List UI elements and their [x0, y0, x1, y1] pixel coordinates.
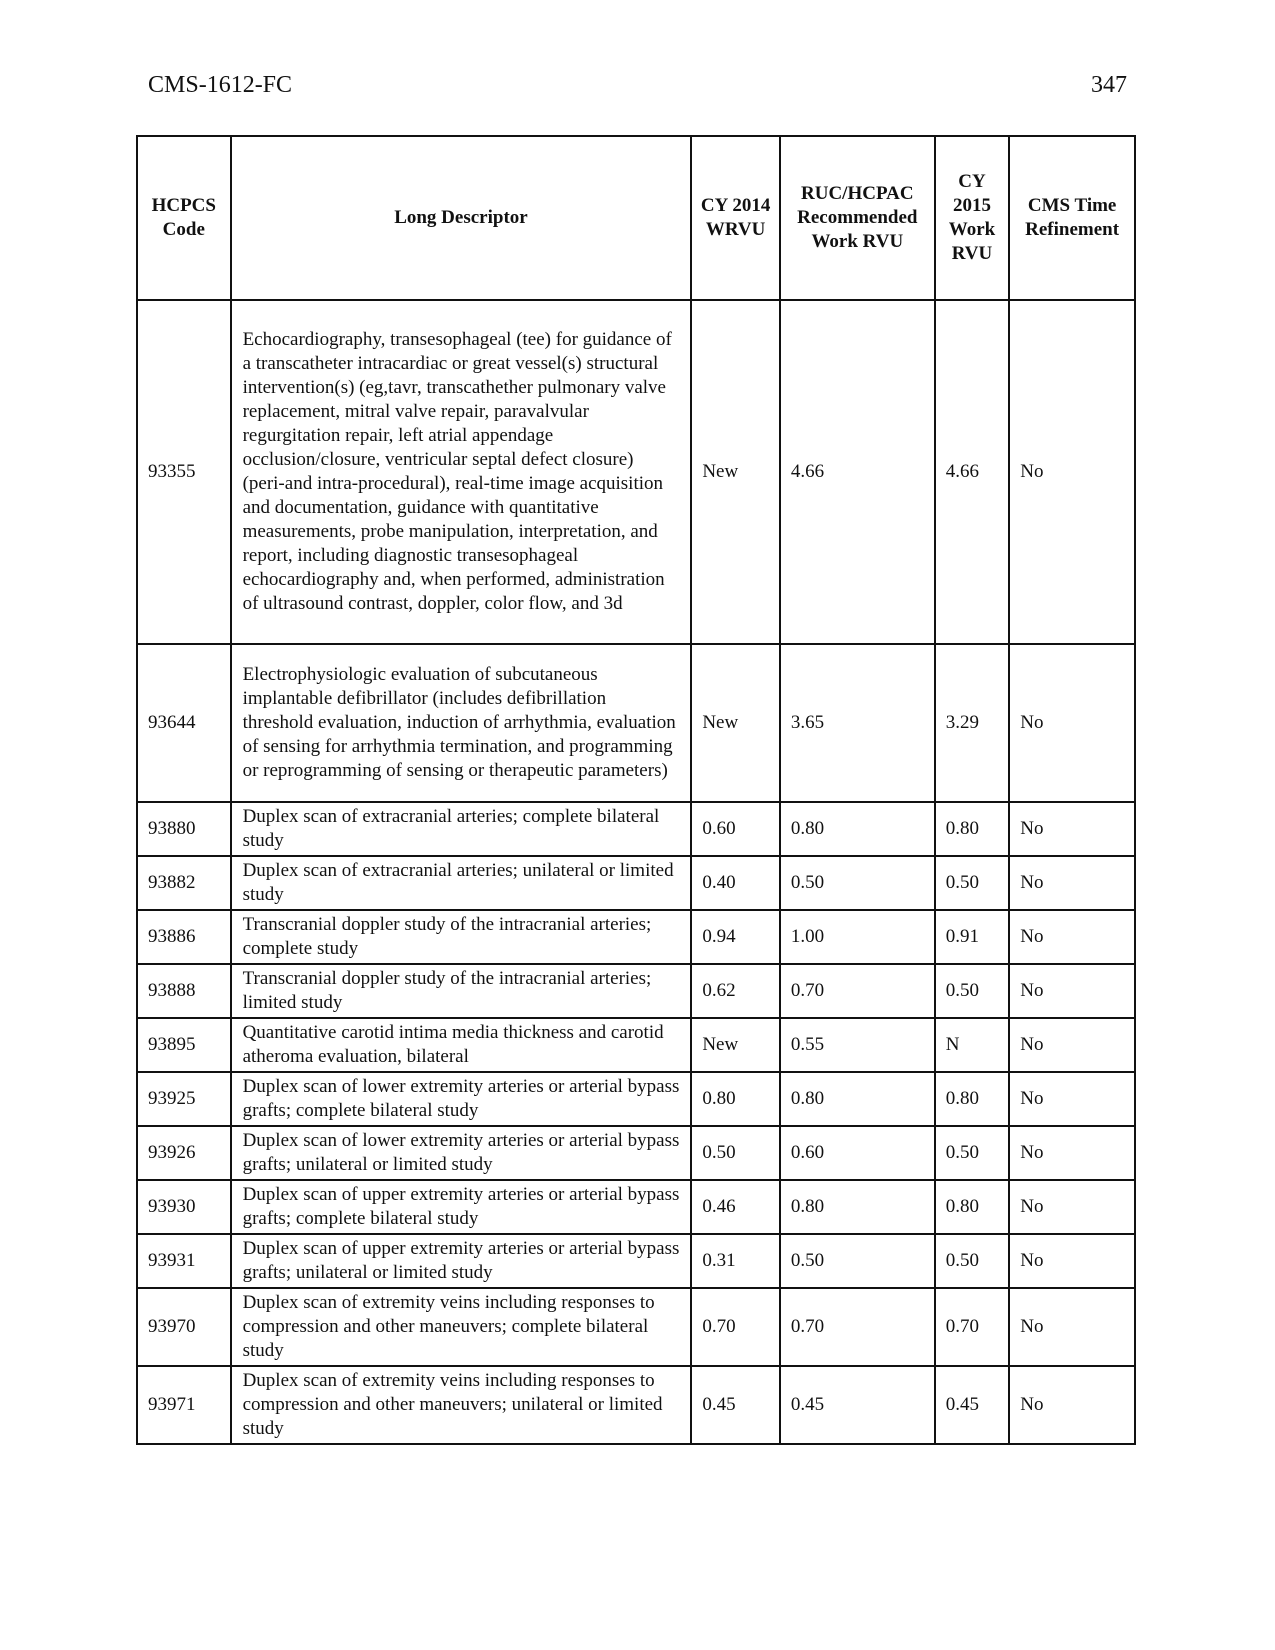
ruc-recommended-cell: 0.70 — [780, 1288, 935, 1366]
table-row — [137, 1072, 1135, 1126]
cy2015-work-rvu-cell: 0.50 — [935, 1126, 1009, 1180]
hcpcs-code-cell: 93925 — [137, 1072, 231, 1126]
ruc-recommended-cell: 0.50 — [780, 1234, 935, 1288]
long-descriptor-cell: Electrophysiologic evaluation of subcutaneous implantable defibrillator (includes defibrillation threshold evaluation, induction of arrhythmia, evaluation of sensing for arrhythmia termination, and programming or reprogramming of sensing or therapeutic parameters) — [231, 644, 692, 802]
cms-time-refinement-cell: No — [1009, 1288, 1135, 1366]
cy2014-wrvu-cell: 0.62 — [691, 964, 780, 1018]
hcpcs-code-cell: 93970 — [137, 1288, 231, 1366]
table-row — [137, 644, 1135, 802]
cy2014-wrvu-cell: 0.94 — [691, 910, 780, 964]
long-descriptor-cell: Transcranial doppler study of the intracranial arteries; complete study — [231, 910, 692, 964]
cy2014-wrvu-cell: 0.50 — [691, 1126, 780, 1180]
cy2015-work-rvu-cell: 0.50 — [935, 964, 1009, 1018]
column-header-cy2014-wrvu: CY 2014 WRVU — [691, 136, 780, 300]
hcpcs-code-cell: 93931 — [137, 1234, 231, 1288]
long-descriptor-cell: Duplex scan of extremity veins including responses to compression and other maneuvers; complete bilateral study — [231, 1288, 692, 1366]
cms-time-refinement-cell: No — [1009, 1180, 1135, 1234]
cy2014-wrvu-cell: 0.80 — [691, 1072, 780, 1126]
cy2015-work-rvu-cell: N — [935, 1018, 1009, 1072]
cms-time-refinement-cell: No — [1009, 1018, 1135, 1072]
cms-time-refinement-cell: No — [1009, 964, 1135, 1018]
table-row — [137, 802, 1135, 856]
long-descriptor-cell: Duplex scan of extracranial arteries; unilateral or limited study — [231, 856, 692, 910]
cms-time-refinement-cell: No — [1009, 1072, 1135, 1126]
cy2015-work-rvu-cell: 0.80 — [935, 802, 1009, 856]
hcpcs-code-cell: 93895 — [137, 1018, 231, 1072]
long-descriptor-cell: Echocardiography, transesophageal (tee) for guidance of a transcatheter intracardiac or great vessel(s) structural intervention(s) (eg,tavr, transcathether pulmonary valve replacement, mitral valve repair, paravalvular regurgitation repair, left atrial appendage occlusion/closure, ventricular septal defect closure) (peri-and intra-procedural), real-time image acquisition and documentation, guidance with quantitative measurements, probe manipulation, interpretation, and report, including diagnostic transesophageal echocardiography and, when performed, administration of ultrasound contrast, doppler, color flow, and 3d — [231, 300, 692, 644]
hcpcs-code-cell: 93355 — [137, 300, 231, 644]
cms-time-refinement-cell: No — [1009, 1234, 1135, 1288]
cms-time-refinement-cell: No — [1009, 1126, 1135, 1180]
hcpcs-code-cell: 93926 — [137, 1126, 231, 1180]
long-descriptor-cell: Duplex scan of upper extremity arteries or arterial bypass grafts; complete bilateral study — [231, 1180, 692, 1234]
ruc-recommended-cell: 4.66 — [780, 300, 935, 644]
table-row — [137, 910, 1135, 964]
cy2014-wrvu-cell: 0.70 — [691, 1288, 780, 1366]
ruc-recommended-cell: 0.45 — [780, 1366, 935, 1444]
cy2014-wrvu-cell: 0.31 — [691, 1234, 780, 1288]
cms-time-refinement-cell: No — [1009, 1366, 1135, 1444]
cms-time-refinement-cell: No — [1009, 802, 1135, 856]
cy2014-wrvu-cell: 0.46 — [691, 1180, 780, 1234]
table-row — [137, 856, 1135, 910]
column-header-ruc-hcpac-recommended: RUC/HCPAC Recommended Work RVU — [780, 136, 935, 300]
cy2015-work-rvu-cell: 0.91 — [935, 910, 1009, 964]
cms-time-refinement-cell: No — [1009, 910, 1135, 964]
long-descriptor-cell: Duplex scan of lower extremity arteries or arterial bypass grafts; unilateral or limited study — [231, 1126, 692, 1180]
column-header-long-descriptor: Long Descriptor — [231, 136, 692, 300]
ruc-recommended-cell: 0.80 — [780, 802, 935, 856]
cy2014-wrvu-cell: New — [691, 644, 780, 802]
cy2014-wrvu-cell: New — [691, 1018, 780, 1072]
cms-time-refinement-cell: No — [1009, 644, 1135, 802]
table-row — [137, 1366, 1135, 1444]
rvu-table — [136, 135, 1136, 1445]
document-id: CMS-1612-FC — [148, 72, 293, 98]
column-header-cy2015-work-rvu: CY 2015 Work RVU — [935, 136, 1009, 300]
hcpcs-code-cell: 93886 — [137, 910, 231, 964]
long-descriptor-cell: Duplex scan of extracranial arteries; complete bilateral study — [231, 802, 692, 856]
cy2015-work-rvu-cell: 0.70 — [935, 1288, 1009, 1366]
cy2014-wrvu-cell: 0.45 — [691, 1366, 780, 1444]
page-header — [148, 72, 1127, 102]
hcpcs-code-cell: 93930 — [137, 1180, 231, 1234]
ruc-recommended-cell: 0.50 — [780, 856, 935, 910]
long-descriptor-cell: Transcranial doppler study of the intracranial arteries; limited study — [231, 964, 692, 1018]
ruc-recommended-cell: 0.70 — [780, 964, 935, 1018]
table-header-row — [137, 136, 1135, 300]
table-row — [137, 1234, 1135, 1288]
long-descriptor-cell: Quantitative carotid intima media thickness and carotid atheroma evaluation, bilateral — [231, 1018, 692, 1072]
cms-time-refinement-cell: No — [1009, 300, 1135, 644]
page-number: 347 — [1091, 72, 1127, 98]
cy2015-work-rvu-cell: 0.80 — [935, 1072, 1009, 1126]
cy2015-work-rvu-cell: 4.66 — [935, 300, 1009, 644]
table-row — [137, 1018, 1135, 1072]
hcpcs-code-cell: 93880 — [137, 802, 231, 856]
table-row — [137, 300, 1135, 644]
ruc-recommended-cell: 0.80 — [780, 1072, 935, 1126]
cy2014-wrvu-cell: New — [691, 300, 780, 644]
table-row — [137, 964, 1135, 1018]
table-row — [137, 1180, 1135, 1234]
cms-time-refinement-cell: No — [1009, 856, 1135, 910]
hcpcs-code-cell: 93644 — [137, 644, 231, 802]
table-row — [137, 1126, 1135, 1180]
hcpcs-code-cell: 93882 — [137, 856, 231, 910]
cy2014-wrvu-cell: 0.60 — [691, 802, 780, 856]
cy2015-work-rvu-cell: 0.50 — [935, 1234, 1009, 1288]
long-descriptor-cell: Duplex scan of upper extremity arteries or arterial bypass grafts; unilateral or limited study — [231, 1234, 692, 1288]
column-header-cms-time-refinement: CMS Time Refinement — [1009, 136, 1135, 300]
cy2014-wrvu-cell: 0.40 — [691, 856, 780, 910]
table-row — [137, 1288, 1135, 1366]
ruc-recommended-cell: 0.80 — [780, 1180, 935, 1234]
ruc-recommended-cell: 0.55 — [780, 1018, 935, 1072]
hcpcs-code-cell: 93971 — [137, 1366, 231, 1444]
ruc-recommended-cell: 1.00 — [780, 910, 935, 964]
cy2015-work-rvu-cell: 0.80 — [935, 1180, 1009, 1234]
cy2015-work-rvu-cell: 3.29 — [935, 644, 1009, 802]
long-descriptor-cell: Duplex scan of lower extremity arteries or arterial bypass grafts; complete bilateral study — [231, 1072, 692, 1126]
ruc-recommended-cell: 0.60 — [780, 1126, 935, 1180]
long-descriptor-cell: Duplex scan of extremity veins including responses to compression and other maneuvers; unilateral or limited study — [231, 1366, 692, 1444]
column-header-hcpcs-code: HCPCS Code — [137, 136, 231, 300]
ruc-recommended-cell: 3.65 — [780, 644, 935, 802]
cy2015-work-rvu-cell: 0.50 — [935, 856, 1009, 910]
hcpcs-code-cell: 93888 — [137, 964, 231, 1018]
cy2015-work-rvu-cell: 0.45 — [935, 1366, 1009, 1444]
